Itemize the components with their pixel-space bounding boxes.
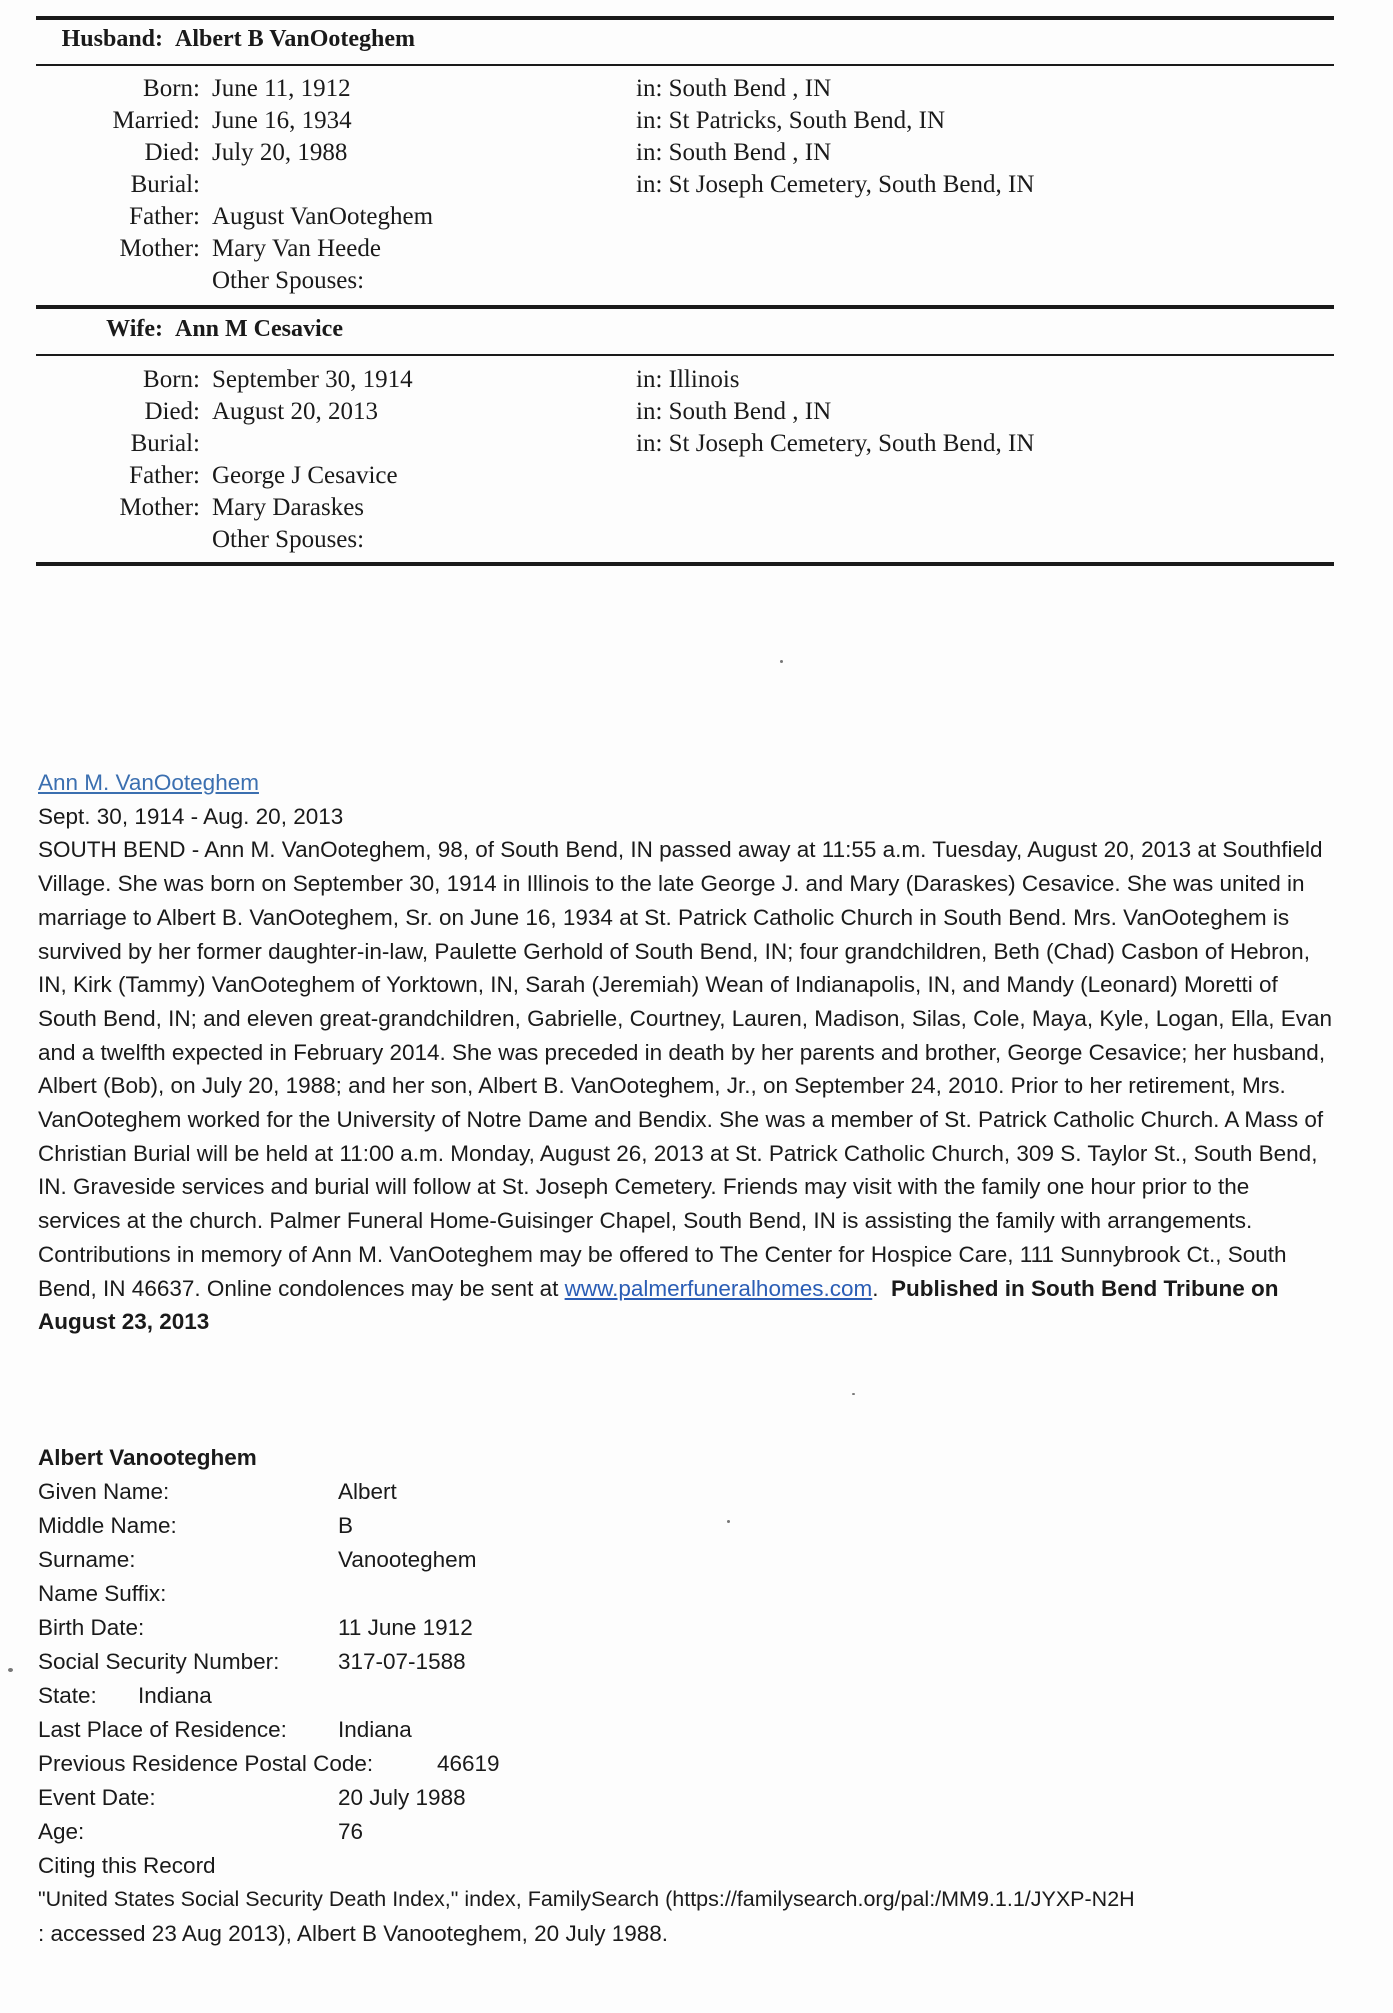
wife-heading-label: Wife: xyxy=(106,316,163,342)
wife-other-spouses: Other Spouses: xyxy=(212,526,365,553)
place: Illinois xyxy=(668,366,740,393)
ssdi-label: Surname: xyxy=(38,1547,136,1572)
place: South Bend , IN xyxy=(668,75,832,102)
in-label: in: xyxy=(636,430,663,457)
husband-born-date: June 11, 1912 xyxy=(212,75,351,102)
published-note: Published in South Bend Tribune on August 23, 2013 xyxy=(38,1275,1279,1335)
scan-speck xyxy=(727,1520,730,1523)
row-label: Father: xyxy=(129,203,200,230)
ssdi-postal-value: 46619 xyxy=(437,1751,500,1776)
in-label: in: xyxy=(636,366,663,393)
husband-row-father xyxy=(0,201,200,233)
wife-name: Ann M Cesavice xyxy=(175,316,343,342)
husband-born-place xyxy=(636,73,831,105)
citing-heading: Citing this Record xyxy=(38,1853,216,1878)
ssdi-age-label: Age: xyxy=(38,1819,85,1844)
link-suffix: . xyxy=(872,1275,879,1301)
obituary-title-link[interactable]: Ann M. VanOoteghem xyxy=(38,770,259,795)
ssdi-label: Given Name: xyxy=(38,1479,170,1504)
in-label: in: xyxy=(636,139,663,166)
ssdi-heading: Albert Vanooteghem xyxy=(38,1445,257,1470)
in-label: in: xyxy=(636,398,663,425)
ssdi-postal-label: Previous Residence Postal Code: xyxy=(38,1751,374,1776)
husband-row-born xyxy=(0,73,200,105)
husband-mother: Mary Van Heede xyxy=(212,235,381,262)
wife-died-date: August 20, 2013 xyxy=(212,398,378,425)
ssdi-residence-value: Indiana xyxy=(338,1717,412,1742)
in-label: in: xyxy=(636,171,663,198)
wife-row-mother xyxy=(0,492,200,524)
husband-row-mother xyxy=(0,233,200,265)
ssdi-value: Vanooteghem xyxy=(338,1547,477,1572)
in-label: in: xyxy=(636,107,663,134)
ssdi-residence-label: Last Place of Residence: xyxy=(38,1717,287,1742)
ssdi-state-label: State: xyxy=(38,1683,97,1708)
row-label: Born: xyxy=(143,366,200,393)
wife-born-place xyxy=(636,364,740,396)
ssdi-label: Name Suffix: xyxy=(38,1581,167,1606)
obituary-dates: Sept. 30, 1914 - Aug. 20, 2013 xyxy=(38,803,344,829)
place: St Joseph Cemetery, South Bend, IN xyxy=(668,430,1035,457)
ssdi-value: 11 June 1912 xyxy=(338,1615,473,1640)
husband-married-date: June 16, 1934 xyxy=(212,107,352,134)
place: South Bend , IN xyxy=(668,139,832,166)
in-label: in: xyxy=(636,75,663,102)
husband-row-burial xyxy=(0,169,200,201)
wife-heading-rule xyxy=(36,354,1334,356)
husband-name: Albert B VanOoteghem xyxy=(175,26,415,52)
scan-speck xyxy=(852,1393,855,1395)
row-label: Married: xyxy=(112,107,200,134)
ssdi-event-label: Event Date: xyxy=(38,1785,156,1810)
place: South Bend , IN xyxy=(668,398,832,425)
ssdi-event-value: 20 July 1988 xyxy=(338,1785,466,1810)
ssdi-label: Social Security Number: xyxy=(38,1649,280,1674)
husband-father: August VanOoteghem xyxy=(212,203,434,230)
ssdi-value: Albert xyxy=(338,1479,397,1504)
husband-heading-label: Husband: xyxy=(61,26,163,52)
row-label: Mother: xyxy=(119,235,200,262)
husband-burial-place xyxy=(636,169,1034,201)
ssdi-state-value: Indiana xyxy=(138,1683,212,1708)
ssdi-value: B xyxy=(338,1513,354,1538)
top-rule xyxy=(36,16,1334,20)
wife-row-died xyxy=(0,396,200,428)
wife-row-burial xyxy=(0,428,200,460)
obituary xyxy=(38,766,1338,1339)
obituary-text: SOUTH BEND - Ann M. VanOoteghem, 98, of South Bend, IN passed away at 11:55 a.m. Tuesday, August 20, 2013 at Southfield Village. She was born on September 30, 1914 in Illinois to the late George J. and Mary (Daraskes) Cesavice. She was united in marriage to Albert B. VanOoteghem, Sr. on June 16, 1934 at St. Patrick Catholic Church in South Bend. Mrs. VanOoteghem is survived by her former daughter-in-law, Paulette Gerhold of South Bend, IN; four grandchildren, Beth (Chad) Casbon of Hebron, IN, Kirk (Tammy) VanOoteghem of Yorktown, IN, Sarah (Jeremiah) Wean of Indianapolis, IN, and Mandy (Leonard) Moretti of South Bend, IN; and eleven great-grandchildren, Gabrielle, Courtney, Lauren, Madison, Silas, Cole, Maya, Kyle, Logan, Ella, Evan and a twelfth expected in February 2014. She was preceded in death by her parents and brother, George Cesavice; her husband, Albert (Bob), on July 20, 1988; and her son, Albert B. VanOoteghem, Jr., on September 24, 2010. Prior to her retirement, Mrs. VanOoteghem worked for the University of Notre Dame and Bendix. She was a member of St. Patrick Catholic Church. A Mass of Christian Burial will be held at 11:00 a.m. Monday, August 26, 2013 at St. Patrick Catholic Church, 309 S. Taylor St., South Bend, IN. Graveside services and burial will follow at St. Joseph Cemetery. Friends may visit with the family one hour prior to the services at the church. Palmer Funeral Home-Guisinger Chapel, South Bend, IN is assisting the family with arrangements. Contributions in memory of Ann M. VanOoteghem may be offered to The Center for Hospice Care, 111 Sunnybrook Ct., South Bend, IN 46637. Online condolences may be sent at xyxy=(38,837,1333,1301)
husband-other-spouses: Other Spouses: xyxy=(212,267,365,294)
wife-mother: Mary Daraskes xyxy=(212,494,365,521)
funeral-home-link[interactable]: www.palmerfuneralhomes.com xyxy=(564,1275,873,1301)
wife-father: George J Cesavice xyxy=(212,462,398,489)
wife-row-father xyxy=(0,460,200,492)
husband-heading-rule xyxy=(36,64,1334,66)
wife-died-place xyxy=(636,396,831,428)
wife-heading xyxy=(0,316,343,343)
place: St Joseph Cemetery, South Bend, IN xyxy=(668,171,1035,198)
ssdi-label: Middle Name: xyxy=(38,1513,177,1538)
scan-speck xyxy=(8,1668,13,1672)
obituary-body xyxy=(38,833,1338,1339)
row-label: Burial: xyxy=(130,430,200,457)
husband-married-place xyxy=(636,105,945,137)
wife-row-born xyxy=(0,364,200,396)
citation-line-2: : accessed 23 Aug 2013), Albert B Vanooteghem, 20 July 1988. xyxy=(38,1921,669,1946)
ssdi-label: Birth Date: xyxy=(38,1615,145,1640)
husband-died-place xyxy=(636,137,831,169)
wife-top-rule xyxy=(36,305,1334,309)
wife-born-date: September 30, 1914 xyxy=(212,366,413,393)
husband-row-died xyxy=(0,137,200,169)
row-label: Burial: xyxy=(130,171,200,198)
scan-speck xyxy=(780,660,783,663)
ssdi-value: 317-07-1588 xyxy=(338,1649,466,1674)
place: St Patricks, South Bend, IN xyxy=(668,107,946,134)
husband-died-date: July 20, 1988 xyxy=(212,139,348,166)
obituary-title[interactable] xyxy=(38,766,1338,800)
row-label: Born: xyxy=(143,75,200,102)
citation-line-1: "United States Social Security Death Index," index, FamilySearch (https://familysearch.org/pal:/MM9.1.1/JYXP-N2H xyxy=(38,1887,1135,1911)
husband-row-married xyxy=(0,105,200,137)
row-label: Father: xyxy=(129,462,200,489)
row-label: Died: xyxy=(144,139,200,166)
row-label: Mother: xyxy=(119,494,200,521)
husband-heading xyxy=(0,26,415,53)
bottom-rule xyxy=(36,562,1334,566)
ssdi-age-value: 76 xyxy=(338,1819,364,1844)
wife-burial-place xyxy=(636,428,1034,460)
row-label: Died: xyxy=(144,398,200,425)
